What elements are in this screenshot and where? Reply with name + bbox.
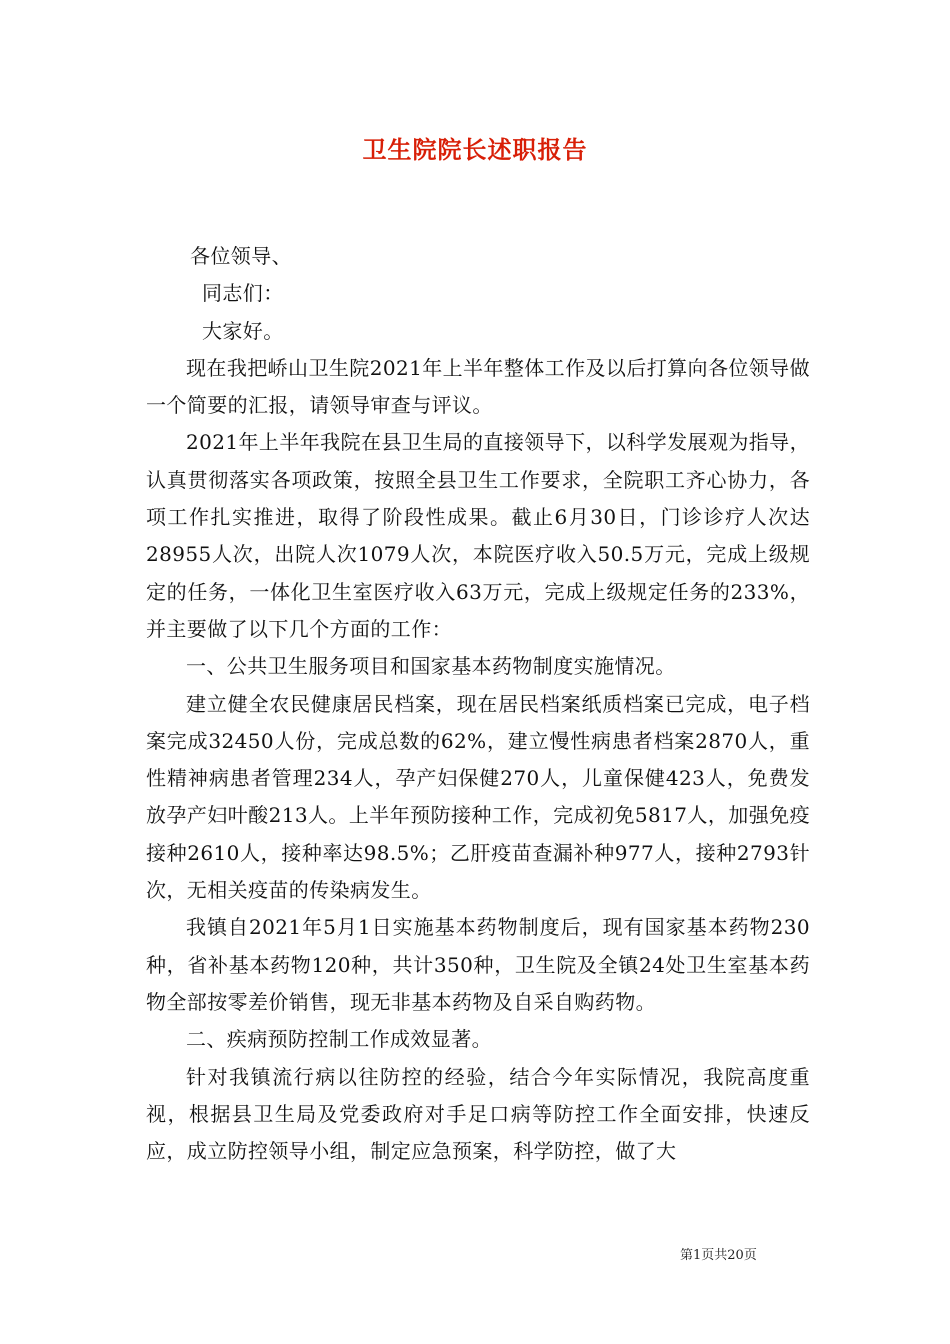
paragraph: 针对我镇流行病以往防控的经验，结合今年实际情况，我院高度重视，根据县卫生局及党委政府对手足口病等防控工作全面安排，快速反应，成立防控领导小组，制定应急预案，科学防控，做了大 [146,1064,810,1164]
paragraph: 建立健全农民健康居民档案，现在居民档案纸质档案已完成，电子档案完成32450人份，完成总数的62%，建立慢性病患者档案2870人，重性精神病患者管理234人，孕产妇保健270人，儿童保健423人，免费发放孕产妇叶酸213人。上半年预防接种工作，完成初免5817人，加强免疫接种2610人，接种率达98.5%；乙肝疫苗查漏补种977人，接种2793针次，无相关疫苗的传染病发生。 [146,691,810,903]
paragraph: 我镇自2021年5月1日实施基本药物制度后，现有国家基本药物230种，省补基本药物120种，共计350种，卫生院及全镇24处卫生室基本药物全部按零差价销售，现无非基本药物及自采自购药物。 [146,915,810,1014]
greeting-line: 大家好。 [202,318,284,343]
paragraph: 2021年上半年我院在县卫生局的直接领导下，以科学发展观为指导，认真贯彻落实各项政策，按照全县卫生工作要求，全院职工齐心协力，各项工作扎实推进，取得了阶段性成果。截止6月30日，门诊诊疗人次达28955人次，出院人次1079人次，本院医疗收入50.5万元，完成上级规定的任务，一体化卫生室医疗收入63万元，完成上级规定任务的233%，并主要做了以下几个方面的工作： [146,430,810,641]
section-heading: 一、公共卫生服务项目和国家基本药物制度实施情况。 [186,654,676,679]
document-body [146,238,810,1170]
page-number: 第1页共20页 [680,1248,757,1263]
page-title: 卫生院院长述职报告 [362,135,588,164]
paragraph: 现在我把峤山卫生院2021年上半年整体工作及以后打算向各位领导做一个简要的汇报，请领导审查与评议。 [146,355,810,418]
salutation-line: 同志们： [202,281,284,306]
salutation-line: 各位领导、 [190,244,292,268]
section-heading: 二、疾病预防控制工作成效显著。 [186,1027,492,1052]
